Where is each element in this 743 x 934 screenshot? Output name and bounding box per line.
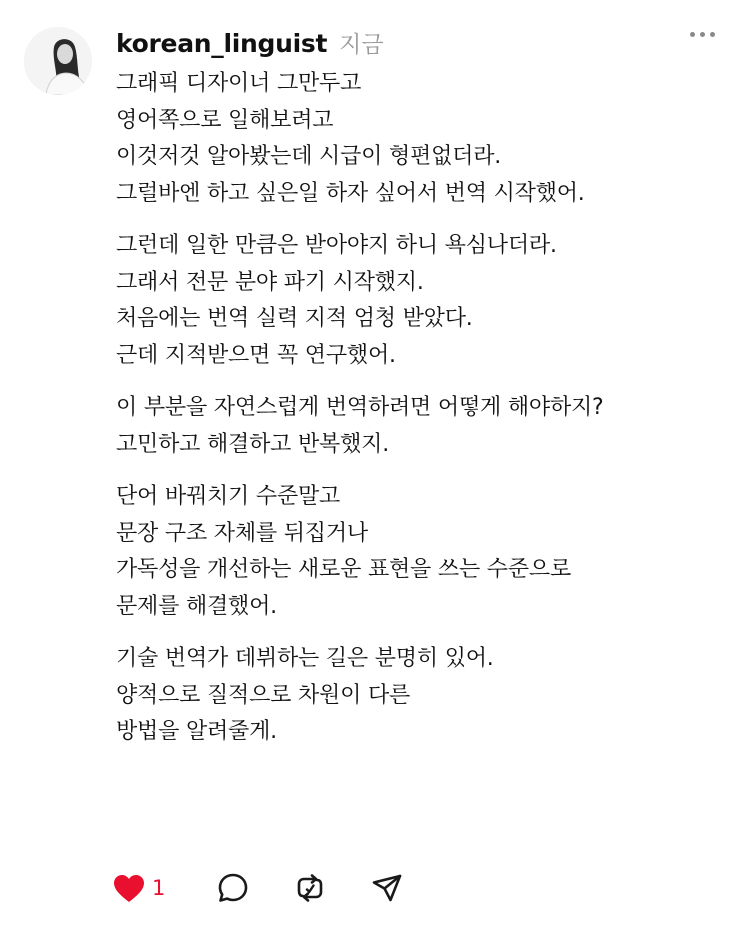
post-header	[116, 26, 384, 59]
post-paragraph	[116, 66, 716, 212]
share-send-icon	[371, 872, 403, 904]
post-text-line: 그래픽 디자이너 그만두고	[116, 71, 362, 96]
post-text-line: 처음에는 번역 실력 지적 엄청 받았다.	[116, 306, 473, 331]
post-paragraph	[116, 479, 716, 625]
avatar-photo	[24, 27, 92, 95]
more-options-icon[interactable]	[690, 32, 715, 37]
post-text-line: 단어 바꿔치기 수준말고	[116, 484, 341, 509]
post-text-line: 문제를 해결했어.	[116, 593, 277, 619]
post-timestamp: 지금	[339, 32, 384, 58]
post-paragraph	[116, 390, 716, 463]
repost-icon	[294, 872, 326, 904]
post-text-line: 기술 번역가 데뷔하는 길은 분명히 있어.	[116, 646, 494, 671]
like-button[interactable]	[112, 873, 165, 904]
heart-filled-icon	[112, 873, 146, 904]
repost-button[interactable]	[294, 872, 326, 904]
post-paragraph	[116, 641, 716, 751]
post-text-line: 그럴바엔 하고 싶은일 하자 싶어서 번역 시작했어.	[116, 180, 585, 206]
comment-button[interactable]	[217, 872, 249, 904]
action-bar	[112, 872, 403, 904]
post-text-line: 방법을 알려줄게.	[116, 719, 277, 744]
author-username[interactable]: korean_linguist	[116, 29, 328, 58]
post-text-line: 그래서 전문 분야 파기 시작했지.	[116, 269, 424, 295]
post-text-line: 고민하고 해결하고 반복했지.	[116, 431, 390, 457]
share-button[interactable]	[371, 872, 403, 904]
post-text-line: 이것저것 알아봤는데 시급이 형편없더라.	[116, 144, 502, 169]
post-text-line: 양적으로 질적으로 차원이 다른	[116, 682, 411, 708]
avatar[interactable]	[24, 27, 92, 95]
like-count: 1	[152, 876, 166, 900]
post-paragraph	[116, 228, 716, 374]
post-text-line: 근데 지적받으면 꼭 연구했어.	[116, 342, 396, 368]
post-text-line: 이 부분을 자연스럽게 번역하려면 어떻게 해야하지?	[116, 395, 604, 420]
post-text-line: 문장 구조 자체를 뒤집거나	[116, 520, 368, 546]
comment-bubble-icon	[217, 872, 249, 904]
post-text-line: 그런데 일한 만큼은 받아야지 하니 욕심나더라.	[116, 233, 557, 258]
post-text-line: 영어쪽으로 일해보려고	[116, 107, 334, 133]
post-text-line: 가독성을 개선하는 새로운 표현을 쓰는 수준으로	[116, 557, 572, 582]
post-body	[116, 66, 716, 767]
